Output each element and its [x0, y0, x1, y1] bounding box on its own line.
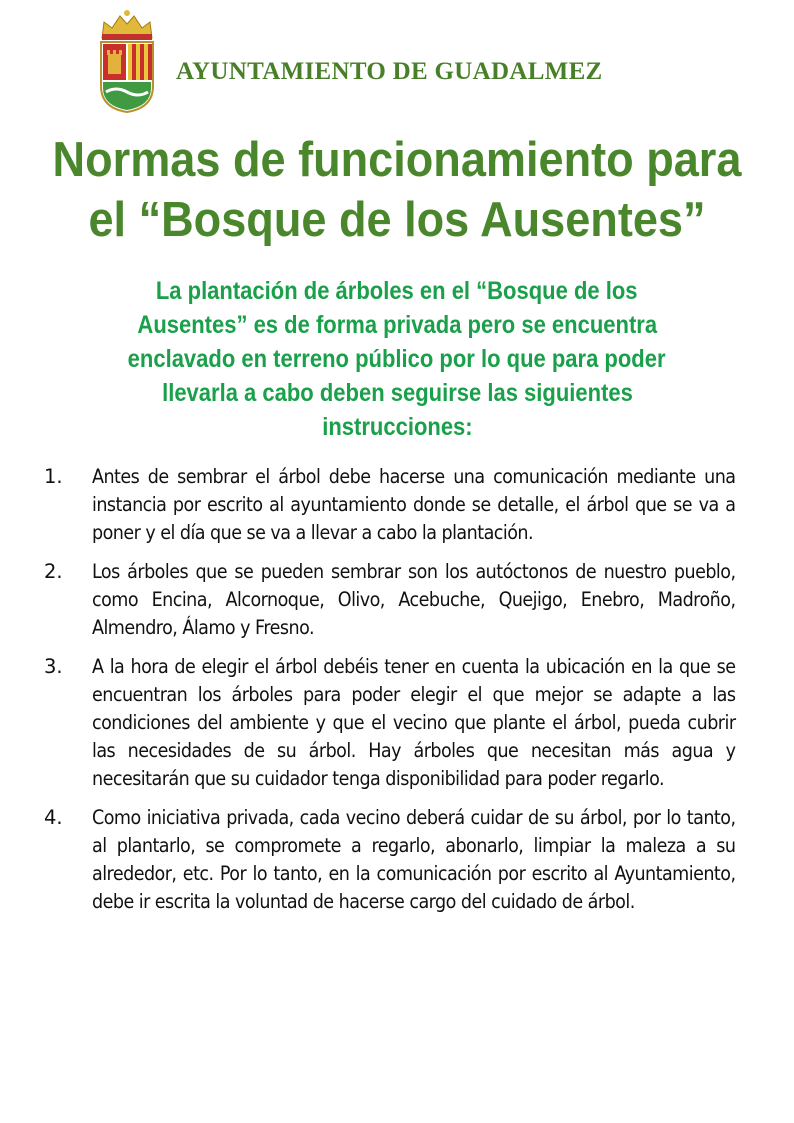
- rule-item: [44, 804, 736, 916]
- page-title: [32, 130, 762, 250]
- rule-text: Antes de sembrar el árbol debe hacerse una comunicación mediante una instancia por escrito al ayuntamiento donde se detalle, el árbol que se va a poner y el día que se va a llevar a cabo la plantación.: [92, 465, 736, 544]
- intro-paragraph: [40, 274, 754, 444]
- title-line-2: el “Bosque de los Ausentes”: [88, 193, 706, 247]
- rule-number: 4.: [44, 806, 63, 829]
- coat-of-arms-icon: [96, 8, 158, 116]
- intro-line: La plantación de árboles en el “Bosque de los: [156, 277, 638, 305]
- intro-line: instrucciones:: [321, 413, 473, 441]
- rule-number: 1.: [44, 465, 63, 488]
- title-line-1: Normas de funcionamiento para: [52, 133, 742, 187]
- header: [0, 0, 794, 120]
- rule-item: [44, 653, 736, 793]
- intro-line: llevarla a cabo deben seguirse las siguientes: [161, 379, 633, 407]
- rule-item: [44, 463, 736, 547]
- rule-item: [44, 558, 736, 642]
- rule-text: A la hora de elegir el árbol debéis tener en cuenta la ubicación en la que se encuentran los árboles para poder elegir el que mejor se adapte a las condiciones del ambiente y que el vecino que plante el árbol, pueda cubrir las necesidades de su árbol. Hay árboles que necesitan más agua y necesitarán que su cuidador tenga disponibilidad para poder regarlo.: [92, 655, 736, 790]
- rule-text: Como iniciativa privada, cada vecino deberá cuidar de su árbol, por lo tanto, al plantarlo, se compromete a regarlo, abonarlo, limpiar la maleza a su alrededor, etc. Por lo tanto, en la comunicación por escrito al Ayuntamiento, debe ir escrita la voluntad de hacerse cargo del cuidado de árbol.: [92, 806, 736, 913]
- rules-list: [44, 463, 736, 927]
- intro-line: enclavado en terreno público por lo que para poder: [128, 345, 666, 373]
- organization-name: AYUNTAMIENTO DE GUADALMEZ: [176, 58, 603, 85]
- rule-number: 2.: [44, 560, 63, 583]
- rule-text: Los árboles que se pueden sembrar son los autóctonos de nuestro pueblo, como Encina, Alcornoque, Olivo, Acebuche, Quejigo, Enebro, Madroño, Almendro, Álamo y Fresno.: [92, 560, 736, 639]
- rule-number: 3.: [44, 655, 63, 678]
- intro-line: Ausentes” es de forma privada pero se encuentra: [137, 311, 657, 339]
